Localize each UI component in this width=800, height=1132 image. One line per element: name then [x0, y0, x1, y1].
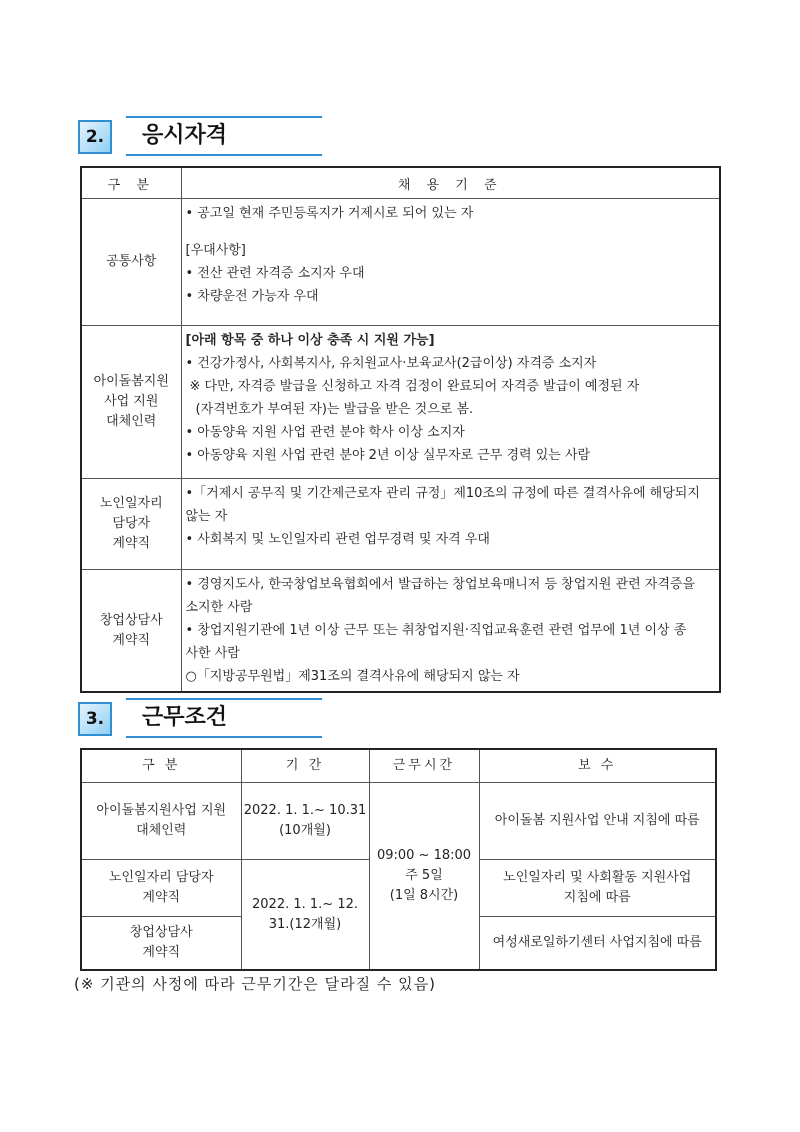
content-line: • 건강가정사, 사회복지사, 유치원교사·보육교사(2급이상) 자격증 소지자	[185, 356, 597, 371]
header-criteria: 채 용 기 준	[181, 167, 720, 199]
content-line: ※ 다만, 자격증 발급을 신청하고 자격 검정이 완료되어 자격증 발급이 예정된 자	[189, 379, 640, 394]
section-title: 응시자격	[126, 116, 322, 156]
row-label	[81, 570, 181, 693]
pay-cell	[479, 860, 716, 917]
content-line: • 공고일 현재 주민등록지가 거제시로 되어 있는 자	[185, 206, 474, 221]
label-line: 계약직	[112, 536, 151, 551]
content-line: • 차량운전 가능자 우대	[185, 289, 319, 304]
cell-line: (10개월)	[279, 823, 331, 838]
content-line: • 사회복지 및 노인일자리 관련 업무경력 및 자격 우대	[185, 532, 490, 547]
header-pay: 보 수	[479, 749, 716, 783]
category-cell	[81, 860, 241, 917]
content-line: [아래 항목 중 하나 이상 충족 시 지원 가능]	[185, 333, 435, 348]
cell-line: 2022. 1. 1.~ 12.	[252, 896, 358, 912]
row-label	[81, 199, 181, 326]
work-conditions-table	[80, 748, 717, 971]
content-line: (자격번호가 부여된 자)는 발급을 받은 것으로 봄.	[195, 402, 474, 417]
header-hours: 근무시간	[369, 749, 479, 783]
row-content	[181, 326, 720, 479]
section-number: 3.	[78, 702, 112, 736]
table-row	[81, 783, 716, 860]
content-line: •「거제시 공무직 및 기간제근로자 관리 규정」제10조의 규정에 따른 결격사유에 해당되지	[185, 486, 700, 501]
period-cell	[241, 783, 369, 860]
label-line: 아이돌봄지원	[93, 374, 169, 389]
content-spacer	[186, 225, 716, 239]
header-category: 구 분	[81, 167, 181, 199]
label-line: 노인일자리	[99, 496, 163, 511]
qualification-table	[80, 166, 721, 693]
cell-line: 아이돌봄지원사업 지원	[96, 803, 227, 818]
content-line: • 경영지도사, 한국창업보육협회에서 발급하는 창업보육매니저 등 창업지원 관련 자격증을	[185, 577, 696, 592]
label-line: 사업 지원	[104, 394, 159, 409]
section-title: 근무조건	[126, 698, 322, 738]
cell-line: 노인일자리 담당자	[108, 870, 214, 885]
label-line: 계약직	[112, 632, 151, 648]
pay-cell	[479, 783, 716, 860]
table-header-row	[81, 749, 716, 783]
content-line: 않는 자	[185, 509, 228, 524]
cell-line: 대체인력	[136, 823, 187, 838]
content-line: [우대사항]	[185, 243, 246, 258]
content-line: • 창업지원기관에 1년 이상 근무 또는 취창업지원·직업교육훈련 관련 업무에 1년 이상 종	[185, 623, 687, 638]
cell-line: 계약직	[142, 890, 181, 905]
table-row	[81, 199, 720, 326]
cell-line: 지침에 따름	[563, 890, 631, 905]
content-line: ○「지방공무원법」제31조의 결격사유에 해당되지 않는 자	[185, 669, 520, 684]
label-line: 대체인력	[106, 414, 157, 429]
content-line: • 아동양육 지원 사업 관련 분야 학사 이상 소지자	[185, 425, 465, 440]
cell-line: 31.(12개월)	[268, 916, 342, 932]
row-content	[181, 199, 720, 326]
period-cell	[241, 860, 369, 971]
label-line: 담당자	[112, 516, 151, 531]
row-content	[181, 570, 720, 693]
cell-line: 아이돌봄 지원사업 안내 지침에 따름	[494, 813, 700, 828]
header-category: 구 분	[81, 749, 241, 783]
row-label	[81, 326, 181, 479]
cell-line: 계약직	[142, 945, 181, 960]
footnote: (※ 기관의 사정에 따라 근무기간은 달라질 수 있음)	[74, 975, 436, 993]
row-label	[81, 479, 181, 570]
hours-cell	[369, 783, 479, 971]
cell-line: 09:00 ~ 18:00	[376, 848, 472, 863]
table-row	[81, 570, 720, 693]
cell-line: 창업상담사	[129, 925, 193, 940]
category-cell	[81, 783, 241, 860]
table-header-row	[81, 167, 720, 199]
cell-line: 주 5일	[405, 868, 443, 883]
section-number: 2.	[78, 120, 112, 154]
table-row	[81, 326, 720, 479]
content-line: 사한 사람	[185, 646, 240, 661]
row-content	[181, 479, 720, 570]
content-line: 소지한 사람	[185, 600, 253, 615]
pay-cell	[479, 917, 716, 971]
label-line: 공통사항	[106, 254, 157, 269]
table-row	[81, 479, 720, 570]
content-line: • 아동양육 지원 사업 관련 분야 2년 이상 실무자로 근무 경력 있는 사람	[185, 448, 591, 463]
header-period: 기 간	[241, 749, 369, 783]
cell-line: 2022. 1. 1.~ 10.31	[243, 803, 367, 818]
label-line: 창업상담사	[99, 612, 163, 628]
content-line: • 전산 관련 자격증 소지자 우대	[185, 266, 365, 281]
cell-line: 여성새로일하기센터 사업지침에 따름	[492, 935, 702, 950]
cell-line: 노인일자리 및 사회활동 지원사업	[503, 870, 692, 885]
category-cell	[81, 917, 241, 971]
cell-line: (1일 8시간)	[389, 888, 459, 903]
